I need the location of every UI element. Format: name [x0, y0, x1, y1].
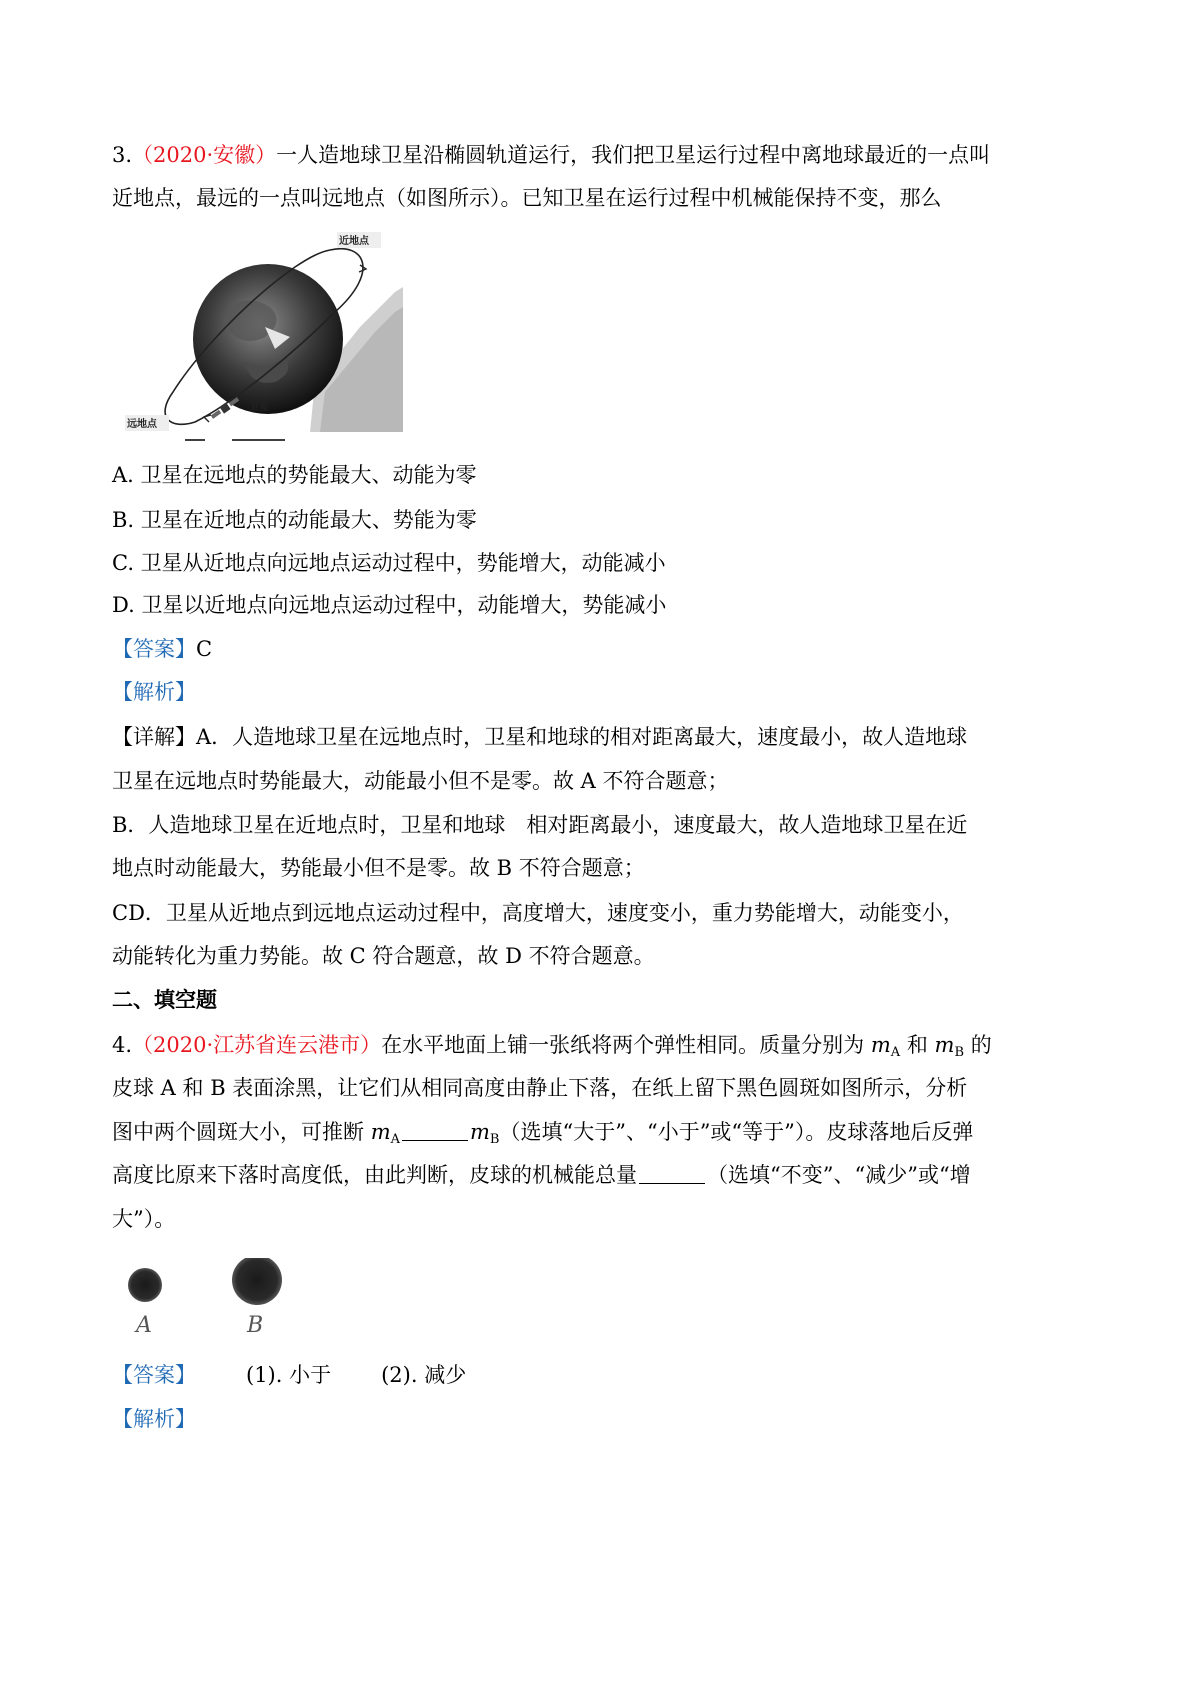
q3-detail-line5: CD．卫星从近地点到远地点运动过程中，高度增大，速度变小，重力势能增大，动能变小，	[112, 901, 964, 925]
q4-line5: 大”）。	[112, 1207, 176, 1231]
q3-stem-text1: 一人造地球卫星沿椭圆轨道运行，我们把卫星运行过程中离地球最近的一点叫	[276, 143, 991, 167]
q4-answer-2: (2). 减少	[381, 1363, 467, 1387]
q3-analysis-tag: 【解析】	[112, 680, 196, 704]
q3-detail-tag: 【详解】	[112, 725, 196, 749]
blank-1[interactable]	[402, 1120, 468, 1141]
spot-a-label: A	[136, 1313, 152, 1338]
label-satellite: 卫星	[249, 402, 269, 413]
q3-option-d: D. 卫星以近地点向远地点运动过程中，动能增大，势能减小	[112, 593, 667, 617]
spot-b	[232, 1258, 282, 1305]
spots-figure	[120, 1258, 300, 1318]
q4-answer-line	[112, 1360, 466, 1390]
satellite-orbit-figure	[125, 232, 415, 442]
q3-answer-tag: 【答案】	[112, 637, 196, 661]
q3-source: （2020·安徽）	[132, 143, 277, 167]
q4-answer-1: (1). 小于	[246, 1363, 332, 1387]
label-perigee: 近地点	[339, 236, 369, 247]
q3-option-c: C. 卫星从近地点向远地点运动过程中，势能增大，动能减小	[112, 551, 666, 575]
q4-line1: 4.（2020·江苏省连云港市）在水平地面上铺一张纸将两个弹性相同。质量分别为 $m_A$ 和 $m_B$ 的	[112, 1033, 992, 1060]
q3-detail-line2: 卫星在远地点时势能最大，动能最小但不是零。故 A 不符合题意；	[112, 769, 729, 793]
q4-line4: 高度比原来下落时高度低，由此判断，皮球的机械能总量 （选填“不变”、“减少”或“增	[112, 1163, 971, 1187]
q3-answer: C	[196, 637, 213, 661]
blank-2[interactable]	[639, 1163, 705, 1184]
q4-line3: 图中两个圆斑大小，可推断 $m_A$ $m_B$（选填“大于”、“小于”或“等于”）。皮球落地后反弹	[112, 1120, 974, 1147]
q4-number: 4.	[112, 1033, 133, 1057]
q3-number: 3.	[112, 143, 133, 167]
q3-answer-line	[112, 634, 212, 664]
q3-detail-line1: 【详解】A．人造地球卫星在远地点时，卫星和地球的相对距离最大，速度最小，故人造地球	[112, 725, 968, 749]
q3-detail-line4: 地点时动能最大，势能最小但不是零。故 B 不符合题意；	[112, 856, 645, 880]
q3-stem-line2: 近地点，最远的一点叫远地点（如图所示）。已知卫星在运行过程中机械能保持不变，那么	[112, 186, 942, 210]
label-apogee: 远地点	[127, 419, 157, 430]
q3-detail-line3: B．人造地球卫星在近地点时，卫星和地球 相对距离最小，速度最大，故人造地球卫星在近	[112, 813, 968, 837]
section-title: 二、填空题	[112, 987, 217, 1012]
q4-analysis-tag: 【解析】	[112, 1407, 196, 1431]
q4-source: （2020·江苏省连云港市）	[132, 1033, 382, 1057]
q3-stem-line1	[112, 140, 990, 170]
q3-option-a: A. 卫星在远地点的势能最大、动能为零	[112, 463, 477, 487]
q3-option-b: B. 卫星在近地点的动能最大、势能为零	[112, 508, 477, 532]
q4-answer-tag: 【答案】	[112, 1363, 196, 1387]
spot-a	[128, 1268, 162, 1302]
spot-b-label: B	[247, 1313, 264, 1338]
q3-detail-line6: 动能转化为重力势能。故 C 符合题意，故 D 不符合题意。	[112, 944, 655, 968]
q4-line2: 皮球 A 和 B 表面涂黑，让它们从相同高度由静止下落，在纸上留下黑色圆斑如图所示，分析	[112, 1076, 968, 1100]
